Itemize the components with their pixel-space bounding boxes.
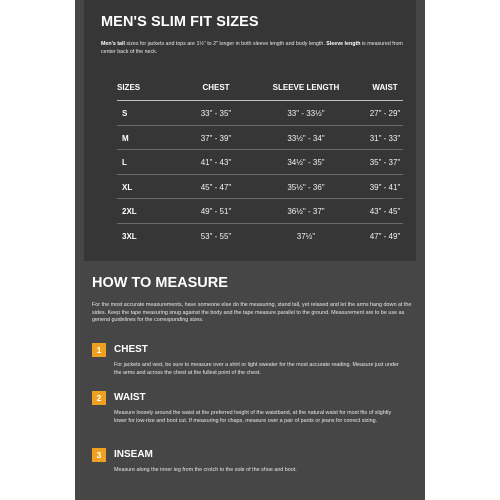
- cell-chest: 33" - 35": [200, 109, 232, 118]
- note-text-1: sizes for jackets and tops are 1½" to 2" longer in both sleeve length and body length.: [124, 41, 327, 47]
- size-table: [117, 78, 403, 247]
- step-description: For jackets and vest, be sure to measure over a shirt or light sweater for the most accurate reading. Measure just under the arms and across the chest at the fullest point of the chest.: [114, 362, 399, 376]
- step-number-badge: 3: [92, 448, 106, 462]
- tall-sizes-note: [101, 41, 419, 56]
- cell-size: 2XL: [122, 207, 137, 216]
- cell-sleeve: 34½" - 35": [287, 158, 325, 167]
- table-row: [117, 199, 403, 224]
- step-number-badge: 2: [92, 391, 106, 405]
- cell-sleeve: 35½" - 36": [287, 182, 325, 192]
- table-row: [117, 175, 403, 200]
- cell-chest: 37" - 39": [200, 133, 232, 143]
- cell-chest: 41" - 43": [200, 158, 232, 167]
- cell-waist: 43" - 45": [369, 207, 401, 216]
- cell-size: XL: [122, 182, 133, 192]
- cell-sleeve: 33½" - 34": [287, 133, 325, 143]
- cell-size: M: [122, 133, 129, 143]
- cell-sleeve: 37½": [296, 231, 316, 241]
- cell-chest: 53" - 55": [200, 231, 232, 241]
- table-header-row: [117, 78, 403, 101]
- step-description: Measure loosely around the waist at the preferred height of the waistband, at the natural waist for most fits of slightly lower for low-rise and boot cut. If measuring for chaps, measure over a pair of pants or jeans for correct sizing.: [114, 410, 392, 424]
- cell-sleeve: 33" - 33½": [287, 109, 325, 118]
- cell-size: 3XL: [122, 231, 137, 241]
- how-to-measure-intro: For the most accurate measurements, have someone else do the measuring, stand tall, yet relaxed and let the arms hang down at the sides. Keep the tape measuring snug against the body and the tape measure parallel to the ground. Measurement are to be use as general guidelines for the corresponding sizes.: [92, 302, 412, 324]
- cell-waist: 47" - 49": [369, 231, 401, 241]
- table-row: [117, 126, 403, 151]
- page-title: MEN'S SLIM FIT SIZES: [101, 14, 259, 30]
- size-chart-sheet: [75, 0, 425, 500]
- table-row: [117, 150, 403, 175]
- header-waist: WAIST: [372, 83, 398, 92]
- header-sizes: SIZES: [117, 83, 141, 92]
- cell-waist: 31" - 33": [369, 133, 401, 143]
- how-to-measure-heading: HOW TO MEASURE: [92, 275, 228, 291]
- cell-size: S: [122, 109, 128, 118]
- cell-chest: 49" - 51": [200, 207, 232, 216]
- step-title: INSEAM: [114, 449, 153, 460]
- header-sleeve-length: SLEEVE LENGTH: [272, 83, 340, 92]
- step-title: WAIST: [114, 392, 146, 403]
- cell-sleeve: 36½" - 37": [287, 207, 325, 216]
- table-row: [117, 101, 403, 126]
- note-bold-sleeve-length: Sleeve length: [326, 41, 361, 47]
- header-chest: CHEST: [202, 83, 230, 92]
- note-text-2: is measured from center back of the neck.: [101, 41, 403, 55]
- table-row: [117, 224, 403, 248]
- step-description: Measure along the inner leg from the crotch to the sole of the shoe and boot.: [114, 467, 297, 473]
- note-bold-mens-tall: Men's tall: [101, 41, 125, 47]
- sizes-panel: [84, 0, 416, 261]
- cell-waist: 27" - 29": [369, 109, 401, 118]
- cell-waist: 35" - 37": [369, 158, 401, 167]
- cell-waist: 39" - 41": [369, 182, 401, 192]
- step-title: CHEST: [114, 344, 148, 355]
- cell-chest: 45" - 47": [200, 182, 232, 192]
- step-number-badge: 1: [92, 343, 106, 357]
- cell-size: L: [122, 158, 127, 167]
